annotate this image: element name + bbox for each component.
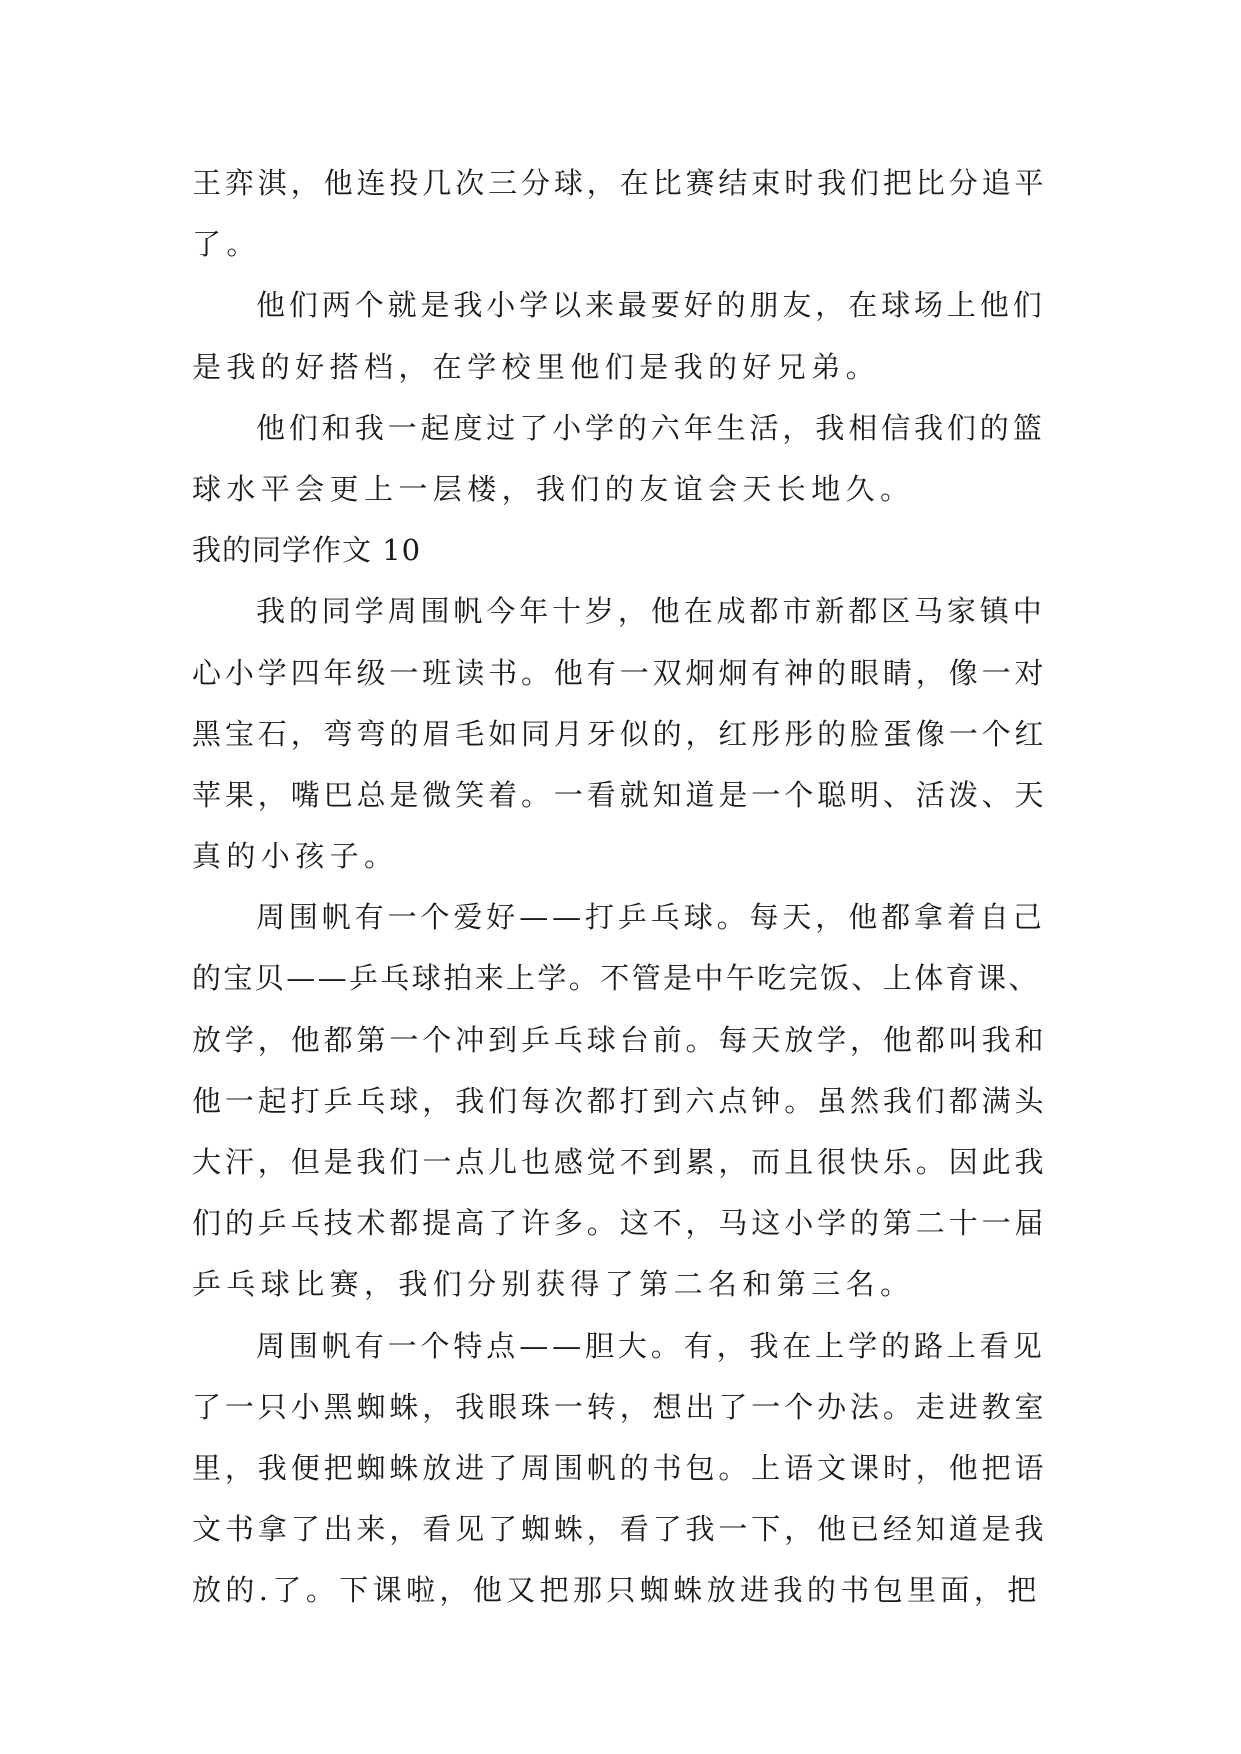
text-line: 黑宝石，弯弯的眉毛如同月牙似的，红彤彤的脸蛋像一个红 (192, 716, 1048, 751)
text-line: 真的小孩子。 (192, 839, 399, 874)
text-line: 我的同学周围帆今年十岁，他在成都市新都区马家镇中 (256, 594, 1046, 629)
text-line: 苹果，嘴巴总是微笑着。一看就知道是一个聪明、活泼、天 (192, 777, 1048, 812)
text-line: 乒乓球比赛，我们分别获得了第二名和第三名。 (192, 1267, 915, 1302)
text-line: 心小学四年级一班读书。他有一双炯炯有神的眼睛，像一对 (192, 655, 1048, 690)
text-line: 他一起打乒乓球，我们每次都打到六点钟。虽然我们都满头 (192, 1083, 1048, 1118)
text-line: 周围帆有一个爱好——打乒乓球。每天，他都拿着自己 (256, 900, 1046, 935)
text-line: 了一只小黑蜘蛛，我眼珠一转，想出了一个办法。走进教室 (192, 1389, 1048, 1424)
text-line: 周围帆有一个特点——胆大。有，我在上学的路上看见 (256, 1328, 1046, 1363)
text-line: 的宝贝——乒乓球拍来上学。不管是中午吃完饭、上体育课、 (192, 961, 1040, 996)
essay-title-line: 我的同学作文 10 (192, 533, 422, 568)
text-line: 是我的好搭档，在学校里他们是我的好兄弟。 (192, 349, 881, 384)
text-line: 他们两个就是我小学以来最要好的朋友，在球场上他们 (256, 288, 1046, 323)
text-line: 球水平会更上一层楼，我们的友谊会天长地久。 (192, 471, 915, 506)
text-line: 里，我便把蜘蛛放进了周围帆的书包。上语文课时，他把语 (192, 1450, 1048, 1485)
text-line: 王弈淇，他连投几次三分球，在比赛结束时我们把比分追平 (192, 166, 1048, 200)
text-line: 们的乒乓技术都提高了许多。这不，马这小学的第二十一届 (192, 1206, 1048, 1241)
text-line: 他们和我一起度过了小学的六年生活，我相信我们的篮 (256, 410, 1046, 445)
essay-text-block (192, 153, 1052, 1622)
text-line: 大汗，但是我们一点儿也感觉不到累，而且很快乐。因此我 (192, 1145, 1048, 1179)
text-line: 放学，他都第一个冲到乒乓球台前。每天放学，他都叫我和 (192, 1022, 1048, 1057)
text-line: 文书拿了出来，看见了蜘蛛，看了我一下，他已经知道是我 (192, 1512, 1048, 1547)
text-line: 放的.了。下课啦，他又把那只蜘蛛放进我的书包里面，把 (192, 1573, 1041, 1608)
text-line: 了。 (192, 227, 261, 262)
